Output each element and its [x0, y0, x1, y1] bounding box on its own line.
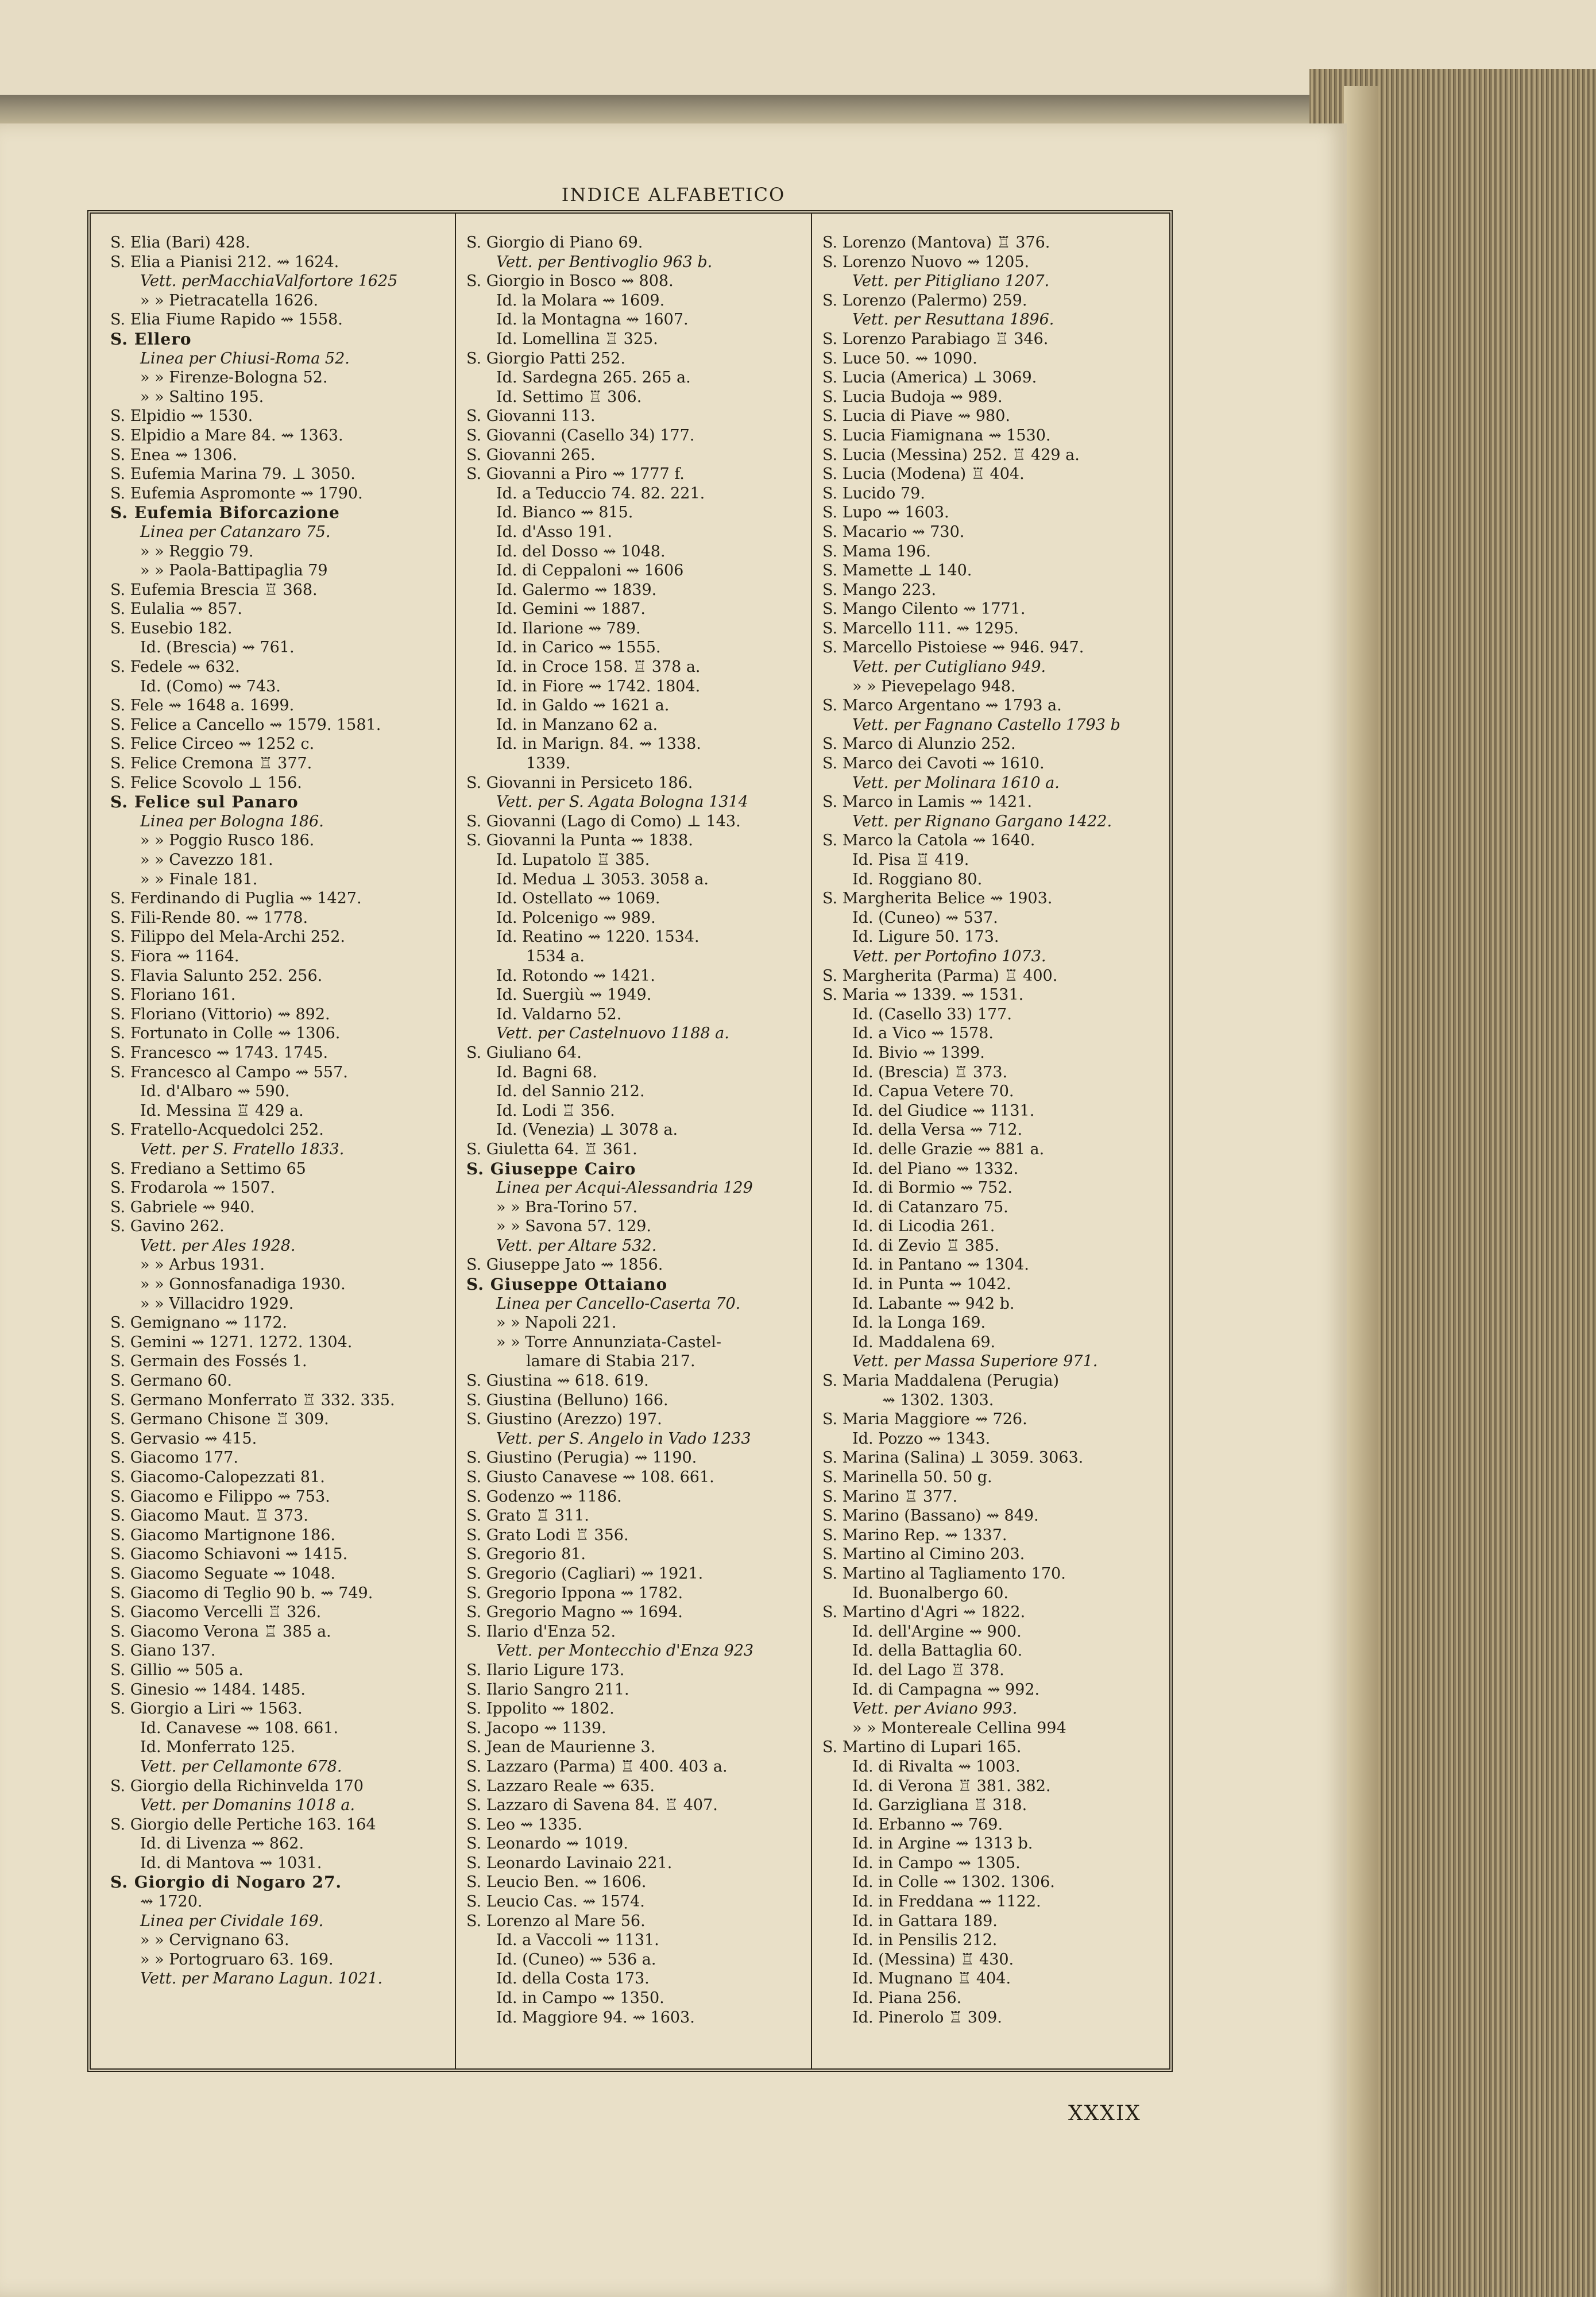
index-entry: S. Elpidio a Mare 84. ⇝ 1363. — [110, 426, 343, 444]
index-entry: S. Enea ⇝ 1306. — [110, 446, 237, 464]
index-entry: S. Lorenzo (Palermo) 259. — [822, 291, 1027, 310]
index-entry: S. Lorenzo al Mare 56. — [466, 1912, 646, 1930]
index-entry: S. Giacomo-Calopezzati 81. — [110, 1468, 325, 1486]
index-entry: S. Gillio ⇝ 505 a. — [110, 1661, 244, 1679]
index-entry: S. Giacomo Schiavoni ⇝ 1415. — [110, 1545, 348, 1564]
index-entry: Id. in Fiore ⇝ 1742. 1804. — [496, 677, 701, 695]
index-entry: S. Giustina ⇝ 618. 619. — [466, 1372, 649, 1390]
page-number: XXXIX — [1068, 2102, 1141, 2125]
index-entry: S. Lucia Fiamignana ⇝ 1530. — [822, 426, 1051, 444]
index-entry: Id. di Ceppaloni ⇝ 1606 — [496, 562, 684, 580]
index-entry: Id. (Venezia) ⊥ 3078 a. — [496, 1121, 678, 1139]
index-entry: S. Gemini ⇝ 1271. 1272. 1304. — [110, 1333, 353, 1351]
index-entry: S. Germano Monferrato ♖ 332. 335. — [110, 1391, 395, 1409]
index-entry: S. Giorgio delle Pertiche 163. 164 — [110, 1815, 376, 1834]
index-entry: » » Saltino 195. — [140, 388, 264, 406]
index-entry: S. Francesco ⇝ 1743. 1745. — [110, 1043, 329, 1062]
index-entry: Id. Labante ⇝ 942 b. — [852, 1294, 1015, 1313]
index-entry: Id. di Campagna ⇝ 992. — [852, 1680, 1040, 1699]
index-entry: Id. di Rivalta ⇝ 1003. — [852, 1757, 1021, 1776]
index-entry: S. Giacomo 177. — [110, 1449, 238, 1467]
index-entry: » » Pievepelago 948. — [852, 677, 1016, 695]
index-entry: Id. del Giudice ⇝ 1131. — [852, 1101, 1035, 1120]
index-entry: S. Gregorio (Cagliari) ⇝ 1921. — [466, 1564, 704, 1583]
index-entry: S. Maria Maddalena (Perugia) — [822, 1372, 1060, 1390]
index-entry: S. Giusto Canavese ⇝ 108. 661. — [466, 1468, 714, 1486]
index-entry: S. Marcello Pistoiese ⇝ 946. 947. — [822, 639, 1084, 657]
index-entry: S. Gervasio ⇝ 415. — [110, 1429, 257, 1448]
index-entry: S. Lucia Budoja ⇝ 989. — [822, 388, 1003, 406]
index-entry: S. Mamette ⊥ 140. — [822, 562, 972, 580]
index-entry: S. Martino di Lupari 165. — [822, 1738, 1022, 1757]
index-entry: Id. in Galdo ⇝ 1621 a. — [496, 697, 670, 715]
index-entry: Id. Suergiù ⇝ 1949. — [496, 986, 652, 1004]
index-entry: S. Marinella 50. 50 g. — [822, 1468, 992, 1486]
index-entry: S. Giacomo Martignone 186. — [110, 1526, 335, 1544]
index-entry: S. Giorgio di Nogaro 27. — [110, 1873, 342, 1892]
index-entry: S. Jean de Maurienne 3. — [466, 1738, 656, 1757]
index-entry: Id. in Gattara 189. — [852, 1912, 998, 1930]
index-entry: S. Giovanni 265. — [466, 446, 596, 464]
index-entry: Id. di Bormio ⇝ 752. — [852, 1179, 1013, 1197]
index-entry: S. Marcello 111. ⇝ 1295. — [822, 619, 1019, 637]
index-entry: S. Maria ⇝ 1339. ⇝ 1531. — [822, 986, 1024, 1004]
index-entry: S. Gabriele ⇝ 940. — [110, 1198, 255, 1216]
index-entry: Id. in Manzano 62 a. — [496, 716, 658, 734]
index-entry: Id. a Vico ⇝ 1578. — [852, 1024, 994, 1043]
index-entry: Id. Capua Vetere 70. — [852, 1082, 1014, 1101]
index-entry: Id. della Versa ⇝ 712. — [852, 1121, 1023, 1139]
index-entry: S. Lazzaro Reale ⇝ 635. — [466, 1777, 655, 1795]
index-entry: Vett. per Domanins 1018 a. — [140, 1796, 355, 1815]
index-entry: S. Giacomo Verona ♖ 385 a. — [110, 1622, 331, 1641]
index-entry: S. Giovanni 113. — [466, 407, 596, 426]
index-entry: S. Francesco al Campo ⇝ 557. — [110, 1063, 348, 1081]
index-entry: Id. d'Asso 191. — [496, 523, 612, 541]
index-entry: S. Elia a Pianisi 212. ⇝ 1624. — [110, 253, 339, 271]
index-entry: Id. Lomellina ♖ 325. — [496, 330, 658, 348]
index-entry: Vett. per Ales 1928. — [140, 1236, 296, 1255]
index-entry: S. Giovanni (Casello 34) 177. — [466, 426, 695, 444]
index-entry: Vett. per Aviano 993. — [852, 1700, 1018, 1718]
index-entry: » » Torre Annunziata-Castel- — [496, 1333, 722, 1351]
index-entry: Vett. per Bentivoglio 963 b. — [496, 253, 713, 271]
index-entry: » » Firenze-Bologna 52. — [140, 369, 328, 387]
index-entry: Id. in Croce 158. ♖ 378 a. — [496, 658, 701, 676]
index-entry: S. Lorenzo (Mantova) ♖ 376. — [822, 234, 1050, 252]
index-entry: » » Portogruaro 63. 169. — [140, 1950, 334, 1969]
index-entry: S. Giacomo Seguate ⇝ 1048. — [110, 1564, 335, 1583]
index-entry: S. Giovanni (Lago di Como) ⊥ 143. — [466, 812, 741, 830]
index-entry: » » Arbus 1931. — [140, 1256, 265, 1274]
index-entry: S. Grato ♖ 311. — [466, 1507, 589, 1525]
index-entry: Vett. per Altare 532. — [496, 1236, 657, 1255]
index-entry: S. Gregorio Magno ⇝ 1694. — [466, 1603, 683, 1622]
index-entry: Id. delle Grazie ⇝ 881 a. — [852, 1140, 1045, 1158]
index-entry: Id. del Sannio 212. — [496, 1082, 645, 1101]
index-entry: S. Giustino (Arezzo) 197. — [466, 1410, 662, 1429]
index-entry: Id. Pozzo ⇝ 1343. — [852, 1429, 991, 1448]
index-entry: Id. di Verona ♖ 381. 382. — [852, 1777, 1051, 1795]
index-entry: Linea per Cancello-Caserta 70. — [496, 1294, 741, 1313]
index-entry: S. Floriano 161. — [110, 986, 236, 1004]
index-entry: S. Giorgio della Richinvelda 170 — [110, 1777, 364, 1795]
page-stack-shadow — [1344, 86, 1378, 2297]
index-entry: Vett. per Cutigliano 949. — [852, 658, 1046, 676]
index-entry: Vett. per Portofino 1073. — [852, 947, 1046, 965]
index-entry: S. Godenzo ⇝ 1186. — [466, 1487, 622, 1506]
index-entry: Id. in Argine ⇝ 1313 b. — [852, 1835, 1033, 1853]
index-entry: Id. (Casello 33) 177. — [852, 1005, 1012, 1023]
index-entry: S. Elia Fiume Rapido ⇝ 1558. — [110, 311, 343, 329]
index-entry: S. Giacomo Vercelli ♖ 326. — [110, 1603, 322, 1622]
index-entry: S. Martino d'Agri ⇝ 1822. — [822, 1603, 1026, 1622]
index-entry: S. Mama 196. — [822, 542, 931, 560]
index-entry: Id. Maddalena 69. — [852, 1333, 996, 1351]
index-entry: S. Giacomo di Teglio 90 b. ⇝ 749. — [110, 1584, 373, 1602]
index-entry: S. Ilario Ligure 173. — [466, 1661, 625, 1679]
index-entry: S. Lorenzo Parabiago ♖ 346. — [822, 330, 1049, 348]
index-entry: S. Leonardo ⇝ 1019. — [466, 1835, 628, 1853]
index-entry: Vett. per Resuttana 1896. — [852, 311, 1054, 329]
index-entry: S. Grato Lodi ♖ 356. — [466, 1526, 629, 1544]
index-entry: S. Marco in Lamis ⇝ 1421. — [822, 793, 1033, 811]
index-entry: Id. Buonalbergo 60. — [852, 1584, 1008, 1602]
index-entry: S. Fedele ⇝ 632. — [110, 658, 240, 676]
index-entry: Id. di Catanzaro 75. — [852, 1198, 1008, 1216]
index-entry: Id. Rotondo ⇝ 1421. — [496, 966, 655, 985]
index-entry: Id. Mugnano ♖ 404. — [852, 1970, 1011, 1988]
index-entry: S. Lorenzo Nuovo ⇝ 1205. — [822, 253, 1030, 271]
index-entry: S. Filippo del Mela-Archi 252. — [110, 928, 345, 946]
index-entry: S. Margherita Belice ⇝ 1903. — [822, 890, 1053, 908]
index-entry: S. Eufemia Marina 79. ⊥ 3050. — [110, 465, 355, 484]
index-entry: S. Elia (Bari) 428. — [110, 234, 250, 252]
index-entry: Vett. per S. Angelo in Vado 1233 — [496, 1429, 751, 1448]
index-entry: Vett. per Castelnuovo 1188 a. — [496, 1024, 729, 1043]
index-entry: Id. in Pantano ⇝ 1304. — [852, 1256, 1029, 1274]
index-entry: S. Germano Chisone ♖ 309. — [110, 1410, 329, 1429]
index-entry: S. Ginesio ⇝ 1484. 1485. — [110, 1680, 306, 1699]
index-entry: S. Gregorio 81. — [466, 1545, 586, 1564]
index-entry: Vett. per Cellamonte 678. — [140, 1757, 342, 1776]
index-entry: S. Marco la Catola ⇝ 1640. — [822, 832, 1035, 850]
index-entry: S. Lazzaro di Savena 84. ♖ 407. — [466, 1796, 718, 1815]
index-entry: S. Mango Cilento ⇝ 1771. — [822, 600, 1026, 618]
index-entry: Id. in Marign. 84. ⇝ 1338. — [496, 735, 701, 753]
index-entry: S. Lazzaro (Parma) ♖ 400. 403 a. — [466, 1757, 728, 1776]
index-entry: S. Lucia di Piave ⇝ 980. — [822, 407, 1010, 426]
index-entry: Id. (Como) ⇝ 743. — [140, 677, 281, 695]
index-entry: Id. Erbanno ⇝ 769. — [852, 1815, 1003, 1834]
index-entry: Id. di Livenza ⇝ 862. — [140, 1835, 304, 1853]
index-entry: Vett. per Fagnano Castello 1793 b — [852, 716, 1120, 734]
index-entry: Id. del Piano ⇝ 1332. — [852, 1159, 1019, 1178]
index-entry: S. Luce 50. ⇝ 1090. — [822, 349, 977, 368]
index-entry: » » Gonnosfanadiga 1930. — [140, 1275, 346, 1294]
index-entry: Id. a Teduccio 74. 82. 221. — [496, 484, 705, 502]
index-entry: S. Giuliano 64. — [466, 1043, 582, 1062]
index-entry: Id. Bianco ⇝ 815. — [496, 504, 633, 522]
index-entry: S. Maria Maggiore ⇝ 726. — [822, 1410, 1027, 1429]
index-entry: Id. la Molara ⇝ 1609. — [496, 291, 665, 310]
index-entry: Id. (Messina) ♖ 430. — [852, 1950, 1014, 1969]
index-entry: S. Germain des Fossés 1. — [110, 1352, 307, 1371]
index-entry: S. Mango 223. — [822, 581, 937, 599]
index-entry: 1534 a. — [526, 947, 585, 965]
index-entry: S. Marco dei Cavoti ⇝ 1610. — [822, 755, 1045, 773]
index-entry: S. Marco di Alunzio 252. — [822, 735, 1016, 753]
index-entry: ⇝ 1720. — [140, 1893, 203, 1911]
index-entry: Id. (Cuneo) ⇝ 536 a. — [496, 1950, 656, 1969]
index-entry: Id. Messina ♖ 429 a. — [140, 1101, 304, 1120]
index-entry: S. Giustino (Perugia) ⇝ 1190. — [466, 1449, 697, 1467]
index-entry: S. Felice a Cancello ⇝ 1579. 1581. — [110, 716, 381, 734]
index-entry: Id. della Battaglia 60. — [852, 1642, 1023, 1660]
index-entry: » » Pietracatella 1626. — [140, 291, 319, 310]
index-entry: S. Giano 137. — [110, 1642, 216, 1660]
index-entry: Id. in Campo ⇝ 1305. — [852, 1854, 1021, 1872]
index-entry: Id. Pisa ♖ 419. — [852, 851, 969, 869]
index-entry: Id. a Vaccoli ⇝ 1131. — [496, 1931, 659, 1950]
index-entry: S. Fele ⇝ 1648 a. 1699. — [110, 697, 295, 715]
index-entry: Linea per Chiusi-Roma 52. — [140, 349, 350, 368]
index-entry: S. Giorgio Patti 252. — [466, 349, 625, 368]
index-entry: Linea per Bologna 186. — [140, 812, 324, 830]
index-entry: Id. (Cuneo) ⇝ 537. — [852, 908, 998, 927]
index-entry: S. Giacomo Maut. ♖ 373. — [110, 1507, 308, 1525]
index-entry: Id. la Montagna ⇝ 1607. — [496, 311, 689, 329]
index-entry: Id. Lodi ♖ 356. — [496, 1101, 615, 1120]
index-entry: S. Macario ⇝ 730. — [822, 523, 965, 541]
index-entry: » » Finale 181. — [140, 870, 258, 888]
index-entry: S. Ilario Sangro 211. — [466, 1680, 629, 1699]
index-entry: » » Bra-Torino 57. — [496, 1198, 638, 1216]
index-entry: Id. la Longa 169. — [852, 1314, 986, 1332]
index-entry: Id. Maggiore 94. ⇝ 1603. — [496, 2008, 695, 2027]
index-entry: Id. Sardegna 265. 265 a. — [496, 369, 691, 387]
index-entry: S. Leo ⇝ 1335. — [466, 1815, 582, 1834]
index-entry: Id. Ostellato ⇝ 1069. — [496, 890, 660, 908]
index-entry: Id. dell'Argine ⇝ 900. — [852, 1622, 1022, 1641]
index-entry: S. Germano 60. — [110, 1372, 233, 1390]
index-entry: Vett. per Pitigliano 1207. — [852, 272, 1050, 291]
page-header: INDICE ALFABETICO — [561, 184, 786, 206]
index-entry: Id. Settimo ♖ 306. — [496, 388, 642, 406]
index-entry: Id. in Punta ⇝ 1042. — [852, 1275, 1011, 1294]
index-entry: S. Flavia Salunto 252. 256. — [110, 966, 323, 985]
index-entry: S. Ilario d'Enza 52. — [466, 1622, 616, 1641]
index-entry: S. Lucia (Messina) 252. ♖ 429 a. — [822, 446, 1080, 464]
index-entry: S. Giovanni la Punta ⇝ 1838. — [466, 832, 693, 850]
index-entry: Id. Garzigliana ♖ 318. — [852, 1796, 1027, 1815]
index-entry: Id. Ligure 50. 173. — [852, 928, 999, 946]
index-entry: » » Montereale Cellina 994 — [852, 1719, 1066, 1737]
index-entry: S. Felice sul Panaro — [110, 792, 299, 812]
index-entry: S. Marina (Salina) ⊥ 3059. 3063. — [822, 1449, 1084, 1467]
index-entry: S. Fili-Rende 80. ⇝ 1778. — [110, 908, 308, 927]
index-entry: » » Reggio 79. — [140, 542, 254, 560]
index-entry: S. Elpidio ⇝ 1530. — [110, 407, 253, 426]
index-entry: Id. Monferrato 125. — [140, 1738, 296, 1757]
index-entry: Id. Galermo ⇝ 1839. — [496, 581, 657, 599]
index-entry: ⇝ 1302. 1303. — [882, 1391, 994, 1409]
index-entry: S. Felice Circeo ⇝ 1252 c. — [110, 735, 315, 753]
index-entry: S. Leucio Cas. ⇝ 1574. — [466, 1893, 645, 1911]
index-entry: S. Ferdinando di Puglia ⇝ 1427. — [110, 890, 362, 908]
index-entry: » » Villacidro 1929. — [140, 1294, 294, 1313]
index-entry: S. Giuletta 64. ♖ 361. — [466, 1140, 637, 1158]
index-entry: S. Lucia (Modena) ♖ 404. — [822, 465, 1025, 484]
index-entry: S. Ippolito ⇝ 1802. — [466, 1700, 615, 1718]
index-entry: Id. del Dosso ⇝ 1048. — [496, 542, 666, 560]
index-entry: S. Giovanni in Persiceto 186. — [466, 774, 693, 792]
index-entry: Id. Valdarno 52. — [496, 1005, 622, 1023]
index-entry: S. Marino (Bassano) ⇝ 849. — [822, 1507, 1039, 1525]
index-entry: Vett. per Massa Superiore 971. — [852, 1352, 1098, 1371]
index-entry: S. Ellero — [110, 329, 192, 349]
index-entry: Id. Polcenigo ⇝ 989. — [496, 908, 656, 927]
index-entry: Id. in Carico ⇝ 1555. — [496, 639, 661, 657]
index-entry: Vett. perMacchiaValfortore 1625 — [140, 272, 398, 291]
index-entry: Id. (Brescia) ♖ 373. — [852, 1063, 1008, 1081]
index-entry: lamare di Stabia 217. — [526, 1352, 695, 1371]
index-entry: Id. Piana 256. — [852, 1989, 962, 2008]
index-entry: S. Felice Cremona ♖ 377. — [110, 755, 312, 773]
index-entry: Id. Canavese ⇝ 108. 661. — [140, 1719, 339, 1737]
index-entry: Vett. per S. Agata Bologna 1314 — [496, 793, 748, 811]
index-entry: Vett. per Montecchio d'Enza 923 — [496, 1642, 754, 1660]
index-entry: S. Gemignano ⇝ 1172. — [110, 1314, 287, 1332]
index-entry: S. Eusebio 182. — [110, 619, 233, 637]
index-entry: Vett. per S. Fratello 1833. — [140, 1140, 345, 1158]
index-entry: Linea per Acqui-Alessandria 129 — [496, 1179, 753, 1197]
index-entry: S. Frediano a Settimo 65 — [110, 1159, 306, 1178]
index-column-1 — [110, 233, 458, 1989]
index-entry: S. Giuseppe Cairo — [466, 1159, 636, 1178]
index-entry: S. Felice Scovolo ⊥ 156. — [110, 774, 302, 792]
index-entry: Vett. per Molinara 1610 a. — [852, 774, 1060, 792]
index-entry: Id. in Pensilis 212. — [852, 1931, 998, 1950]
index-entry: » » Poggio Rusco 186. — [140, 832, 315, 850]
index-entry: S. Giorgio in Bosco ⇝ 808. — [466, 272, 674, 291]
index-entry: Id. Medua ⊥ 3053. 3058 a. — [496, 870, 709, 888]
index-entry: Id. Bagni 68. — [496, 1063, 597, 1081]
index-entry: Id. Lupatolo ♖ 385. — [496, 851, 650, 869]
index-entry: S. Giuseppe Ottaiano — [466, 1275, 668, 1294]
index-entry: » » Cervignano 63. — [140, 1931, 289, 1950]
index-entry: S. Fortunato in Colle ⇝ 1306. — [110, 1024, 341, 1043]
index-entry: S. Eulalia ⇝ 857. — [110, 600, 242, 618]
index-entry: S. Gregorio Ippona ⇝ 1782. — [466, 1584, 683, 1602]
index-entry: S. Eufemia Brescia ♖ 368. — [110, 581, 318, 599]
index-entry: S. Fratello-Acquedolci 252. — [110, 1121, 324, 1139]
index-entry: S. Leucio Ben. ⇝ 1606. — [466, 1873, 647, 1892]
index-entry: S. Giovanni a Piro ⇝ 1777 f. — [466, 465, 685, 484]
index-entry: Vett. per Marano Lagun. 1021. — [140, 1970, 383, 1988]
index-entry: Id. in Freddana ⇝ 1122. — [852, 1893, 1041, 1911]
index-entry: S. Martino al Tagliamento 170. — [822, 1564, 1066, 1583]
index-entry: 1339. — [526, 755, 571, 773]
index-entry: S. Gavino 262. — [110, 1217, 225, 1236]
index-entry: S. Lucia (America) ⊥ 3069. — [822, 369, 1037, 387]
index-entry: S. Martino al Cimino 203. — [822, 1545, 1025, 1564]
index-entry: S. Giuseppe Jato ⇝ 1856. — [466, 1256, 663, 1274]
index-entry: S. Frodarola ⇝ 1507. — [110, 1179, 275, 1197]
index-entry: S. Marco Argentano ⇝ 1793 a. — [822, 697, 1062, 715]
index-entry: S. Jacopo ⇝ 1139. — [466, 1719, 606, 1737]
index-entry: Id. in Colle ⇝ 1302. 1306. — [852, 1873, 1055, 1892]
index-entry: S. Marino ♖ 377. — [822, 1487, 958, 1506]
index-entry: S. Giacomo e Filippo ⇝ 753. — [110, 1487, 330, 1506]
index-entry: S. Giorgio a Liri ⇝ 1563. — [110, 1700, 303, 1718]
index-entry: Id. della Costa 173. — [496, 1970, 650, 1988]
index-entry: S. Eufemia Aspromonte ⇝ 1790. — [110, 484, 363, 502]
index-entry: Id. (Brescia) ⇝ 761. — [140, 639, 295, 657]
index-entry: Id. del Lago ♖ 378. — [852, 1661, 1004, 1679]
index-entry: Id. Gemini ⇝ 1887. — [496, 600, 646, 618]
index-entry: Id. Reatino ⇝ 1220. 1534. — [496, 928, 700, 946]
index-entry: Id. Pinerolo ♖ 309. — [852, 2008, 1002, 2027]
index-entry: S. Lucido 79. — [822, 484, 925, 502]
index-entry: » » Cavezzo 181. — [140, 851, 273, 869]
index-entry: Id. in Campo ⇝ 1350. — [496, 1989, 664, 2008]
index-entry: Id. d'Albaro ⇝ 590. — [140, 1082, 290, 1101]
index-entry: S. Leonardo Lavinaio 221. — [466, 1854, 673, 1872]
index-entry: Id. di Zevio ♖ 385. — [852, 1236, 999, 1255]
index-entry: Vett. per Rignano Gargano 1422. — [852, 812, 1112, 830]
index-entry: Linea per Cividale 169. — [140, 1912, 324, 1930]
index-entry: Linea per Catanzaro 75. — [140, 523, 331, 541]
index-entry: S. Giorgio di Piano 69. — [466, 234, 643, 252]
index-entry: S. Giustina (Belluno) 166. — [466, 1391, 668, 1409]
index-entry: Id. Ilarione ⇝ 789. — [496, 619, 641, 637]
index-entry: Id. di Mantova ⇝ 1031. — [140, 1854, 322, 1872]
index-entry: » » Savona 57. 129. — [496, 1217, 652, 1236]
index-entry: S. Floriano (Vittorio) ⇝ 892. — [110, 1005, 330, 1023]
index-entry: » » Napoli 221. — [496, 1314, 617, 1332]
index-entry: S. Fiora ⇝ 1164. — [110, 947, 239, 965]
index-column-2 — [466, 233, 814, 2027]
index-entry: Id. Roggiano 80. — [852, 870, 983, 888]
index-entry: » » Paola-Battipaglia 79 — [140, 562, 328, 580]
index-entry: Id. Bivio ⇝ 1399. — [852, 1043, 985, 1062]
index-entry: S. Marino Rep. ⇝ 1337. — [822, 1526, 1007, 1544]
index-column-3 — [822, 233, 1170, 2027]
index-entry: S. Lupo ⇝ 1603. — [822, 504, 949, 522]
index-entry: S. Eufemia Biforcazione — [110, 503, 340, 523]
index-entry: Id. di Licodia 261. — [852, 1217, 995, 1236]
index-entry: S. Margherita (Parma) ♖ 400. — [822, 966, 1058, 985]
